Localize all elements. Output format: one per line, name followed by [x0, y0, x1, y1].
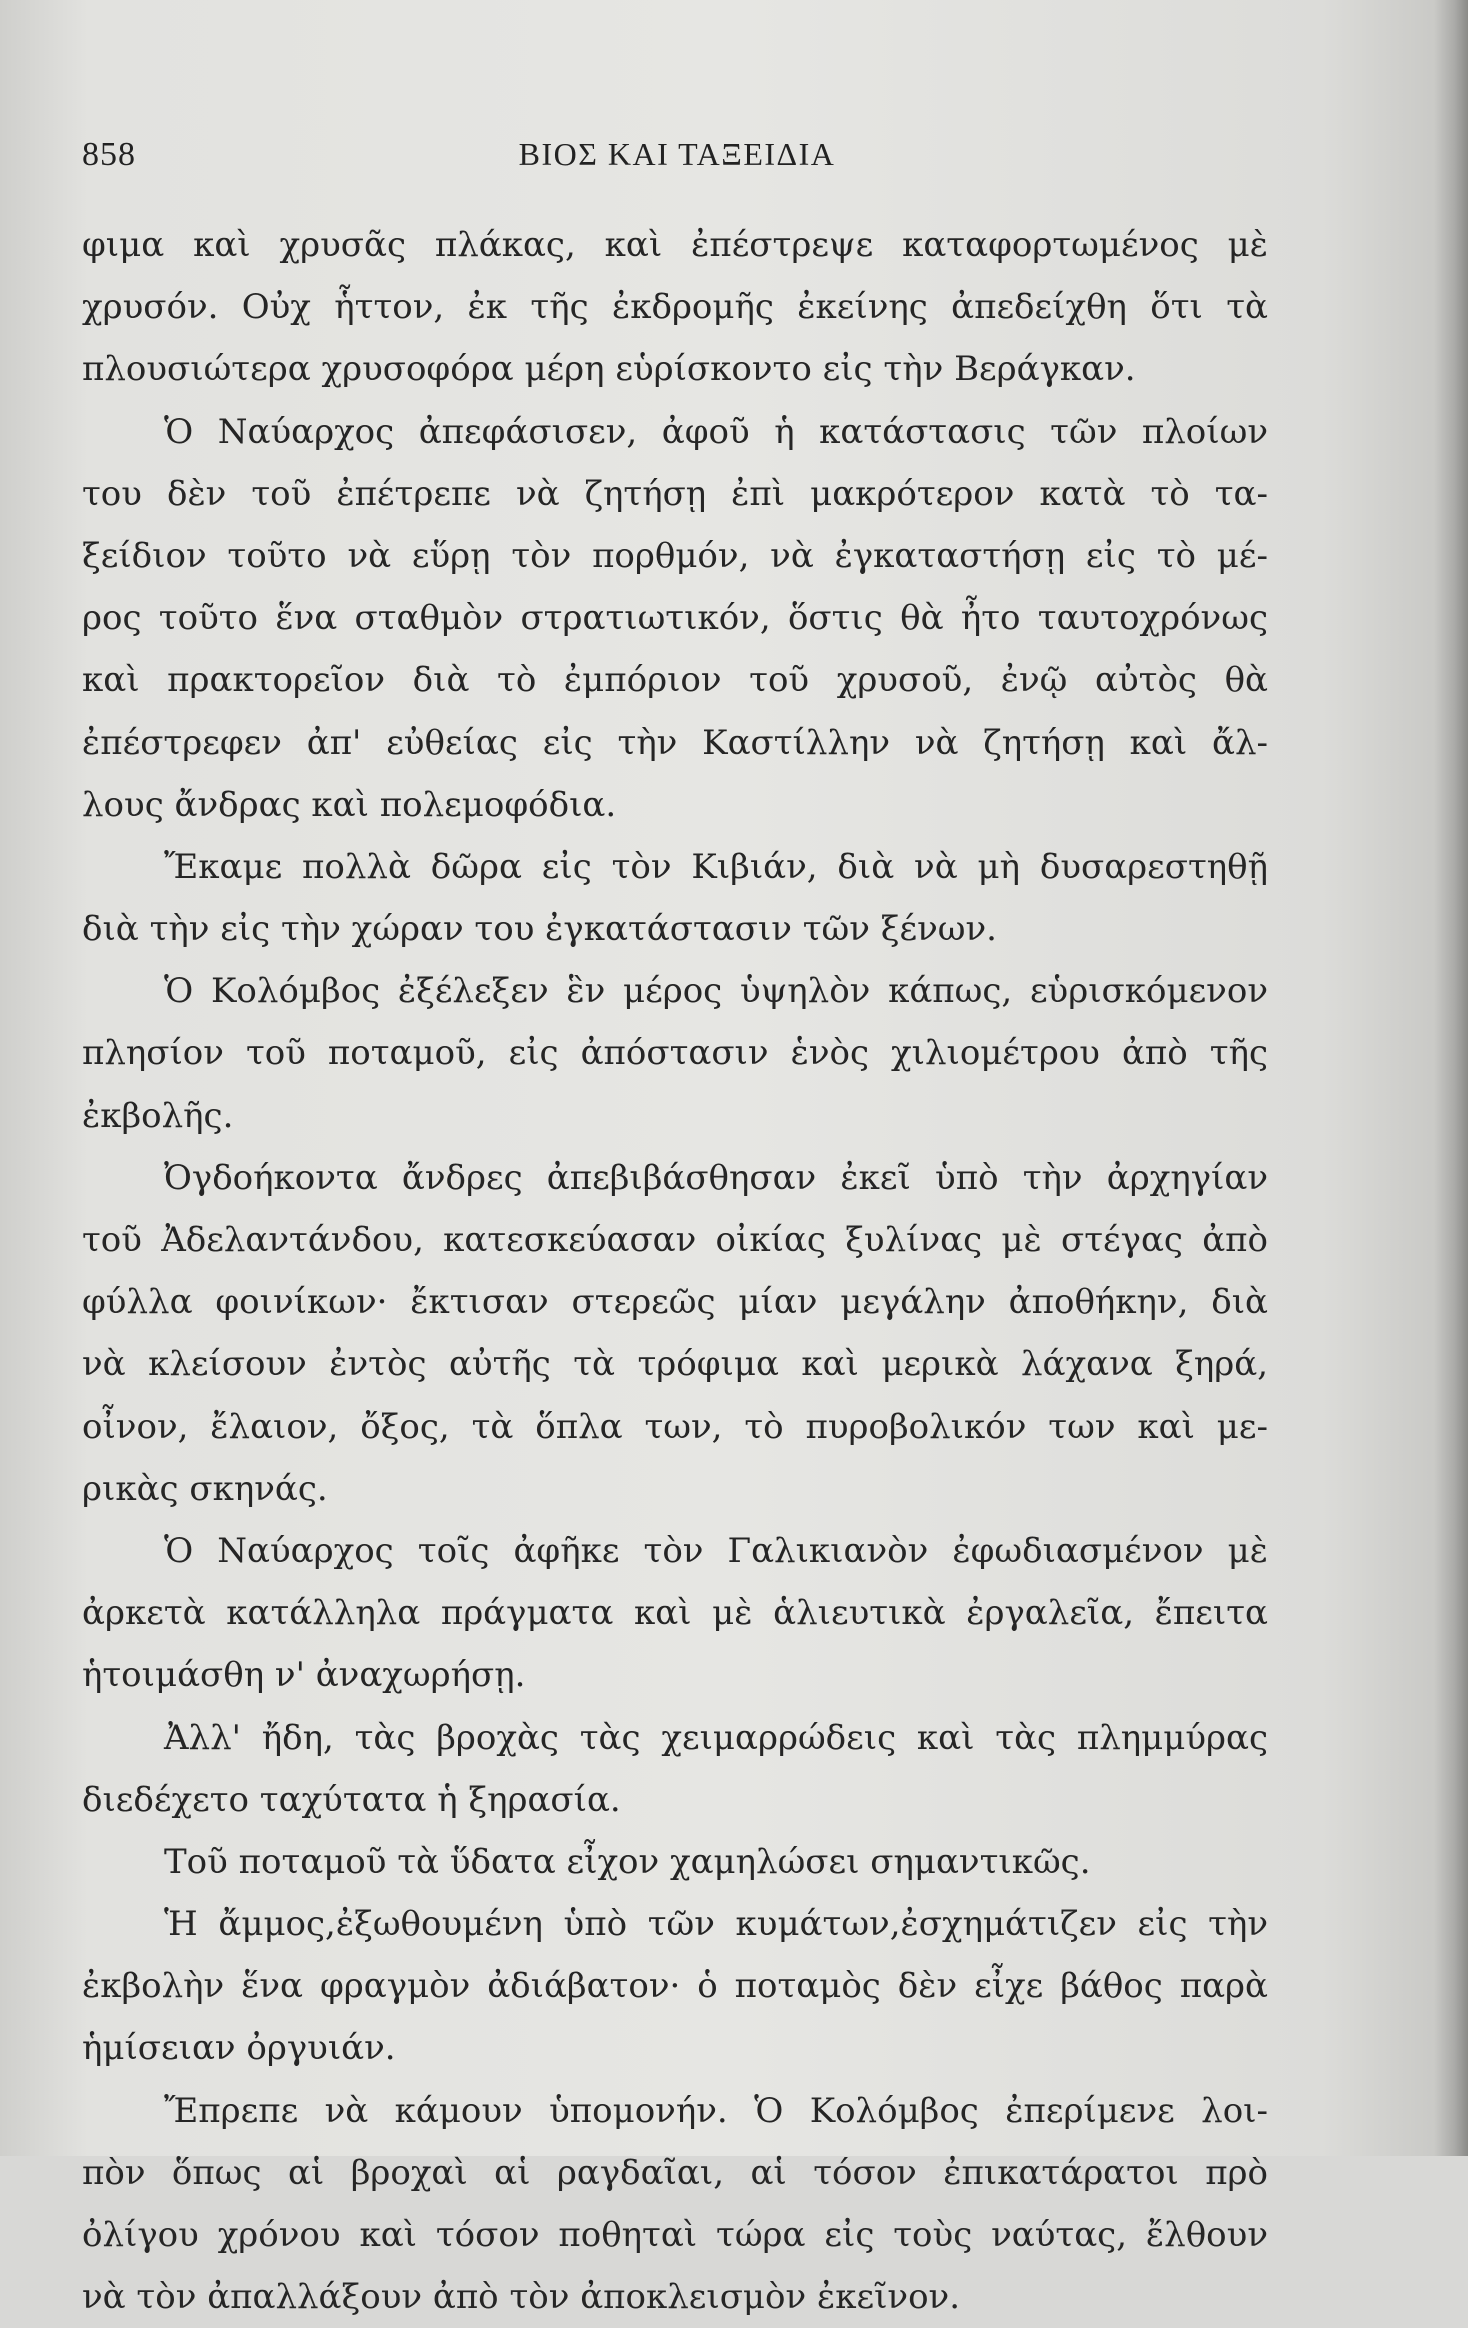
text-line: λους ἄνδρας καὶ πολεμοφόδια.: [82, 784, 617, 825]
text-line: Ἡ ἄμμος,ἐξωθουμένη ὑπὸ τῶν κυμάτων,ἐσχημάτιζεν εἰς τὴν: [164, 1904, 1268, 1945]
text-line: ἐκβολῆς.: [82, 1095, 234, 1136]
text-line: διεδέχετο ταχύτατα ἡ ξηρασία.: [82, 1779, 621, 1820]
text-line: Ἔπρεπε νὰ κάμουν ὑπομονήν. Ὁ Κολόμβος ἐπερίμενε λοι-: [164, 2090, 1268, 2131]
page-edge-shadow: [1434, 0, 1468, 2156]
text-line: καὶ πρακτορεῖον διὰ τὸ ἐμπόριον τοῦ χρυσοῦ, ἐνῷ αὐτὸς θὰ: [82, 660, 1268, 701]
text-line: διὰ τὴν εἰς τὴν χώραν του ἐγκατάστασιν τῶν ξένων.: [82, 909, 997, 950]
text-line: νὰ κλείσουν ἐντὸς αὐτῆς τὰ τρόφιμα καὶ μερικὰ λάχανα ξηρά,: [82, 1344, 1268, 1385]
text-line: ρος τοῦτο ἕνα σταθμὸν στρατιωτικόν, ὅστις θὰ ἦτο ταυτοχρόνως: [82, 598, 1268, 639]
text-line: νὰ τὸν ἀπαλλάξουν ἀπὸ τὸν ἀποκλεισμὸν ἐκεῖνον.: [82, 2277, 961, 2318]
text-line: ἀρκετὰ κατάλληλα πράγματα καὶ μὲ ἁλιευτικὰ ἐργαλεῖα, ἔπειτα: [82, 1593, 1268, 1634]
running-head: [82, 136, 1272, 184]
text-line: φιμα καὶ χρυσᾶς πλάκας, καὶ ἐπέστρεψε καταφορτωμένος μὲ: [82, 225, 1268, 265]
text-line: πὸν ὅπως αἱ βροχαὶ αἱ ραγδαῖαι, αἱ τόσον ἐπικατάρατοι πρὸ: [82, 2152, 1268, 2193]
text-line: ρικὰς σκηνάς.: [82, 1468, 328, 1509]
text-line: Ἀλλ' ἤδη, τὰς βροχὰς τὰς χειμαρρώδεις καὶ τὰς πλημμύρας: [164, 1717, 1268, 1758]
text-line: φύλλα φοινίκων· ἔκτισαν στερεῶς μίαν μεγάλην ἀποθήκην, διὰ: [82, 1282, 1268, 1323]
text-line: ἡμίσειαν ὀργυιάν.: [82, 2028, 396, 2069]
text-line: Τοῦ ποταμοῦ τὰ ὕδατα εἶχον χαμηλώσει σημαντικῶς.: [164, 1841, 1091, 1882]
text-line: τοῦ Ἀδελαντάνδου, κατεσκεύασαν οἰκίας ξυλίνας μὲ στέγας ἀπὸ: [82, 1220, 1268, 1260]
text-line: ὀλίγου χρόνου καὶ τόσον ποθηταὶ τώρα εἰς τοὺς ναύτας, ἔλθουν: [82, 2215, 1268, 2255]
text-line: Ὁ Ναύαρχος ἀπεφάσισεν, ἀφοῦ ἡ κατάστασις τῶν πλοίων: [164, 411, 1268, 452]
running-title: ΒΙΟΣ ΚΑΙ ΤΑΞΕΙΔΙΑ: [518, 136, 836, 172]
text-line: ἐπέστρεφεν ἀπ' εὐθείας εἰς τὴν Καστίλλην νὰ ζητήσῃ καὶ ἄλ-: [82, 722, 1268, 763]
text-line: Ἔκαμε πολλὰ δῶρα εἰς τὸν Κιβιάν, διὰ νὰ μὴ δυσαρεστηθῇ: [164, 846, 1268, 887]
body-text: [82, 214, 1268, 2328]
text-line: πλησίον τοῦ ποταμοῦ, εἰς ἀπόστασιν ἑνὸς χιλιομέτρου ἀπὸ τῆς: [82, 1033, 1268, 1074]
text-line: χρυσόν. Οὐχ ἧττον, ἐκ τῆς ἐκδρομῆς ἐκείνης ἀπεδείχθη ὅτι τὰ: [82, 287, 1268, 328]
text-line: ἐκβολὴν ἕνα φραγμὸν ἀδιάβατον· ὁ ποταμὸς δὲν εἶχε βάθος παρὰ: [82, 1966, 1268, 2007]
text-line: Ὀγδοήκοντα ἄνδρες ἀπεβιβάσθησαν ἐκεῖ ὑπὸ τὴν ἀρχηγίαν: [164, 1157, 1268, 1198]
text-line: Ὁ Ναύαρχος τοῖς ἀφῆκε τὸν Γαλικιανὸν ἐφωδιασμένον μὲ: [164, 1530, 1268, 1571]
text-line: ἡτοιμάσθη ν' ἀναχωρήσῃ.: [82, 1655, 526, 1696]
text-line: Ὁ Κολόμβος ἐξέλεξεν ἓν μέρος ὑψηλὸν κάπως, εὑρισκόμενον: [164, 971, 1268, 1012]
text-line: του δὲν τοῦ ἐπέτρεπε νὰ ζητήσῃ ἐπὶ μακρότερον κατὰ τὸ τα-: [82, 473, 1268, 514]
text-line: πλουσιώτερα χρυσοφόρα μέρη εὑρίσκοντο εἰς τὴν Βεράγκαν.: [82, 349, 1136, 390]
page-number: 858: [82, 136, 136, 173]
text-line: ξείδιον τοῦτο νὰ εὕρῃ τὸν πορθμόν, νὰ ἐγκαταστήσῃ εἰς τὸ μέ-: [82, 535, 1268, 576]
text-line: οἶνον, ἔλαιον, ὄξος, τὰ ὅπλα των, τὸ πυροβολικόν των καὶ με-: [82, 1406, 1268, 1447]
